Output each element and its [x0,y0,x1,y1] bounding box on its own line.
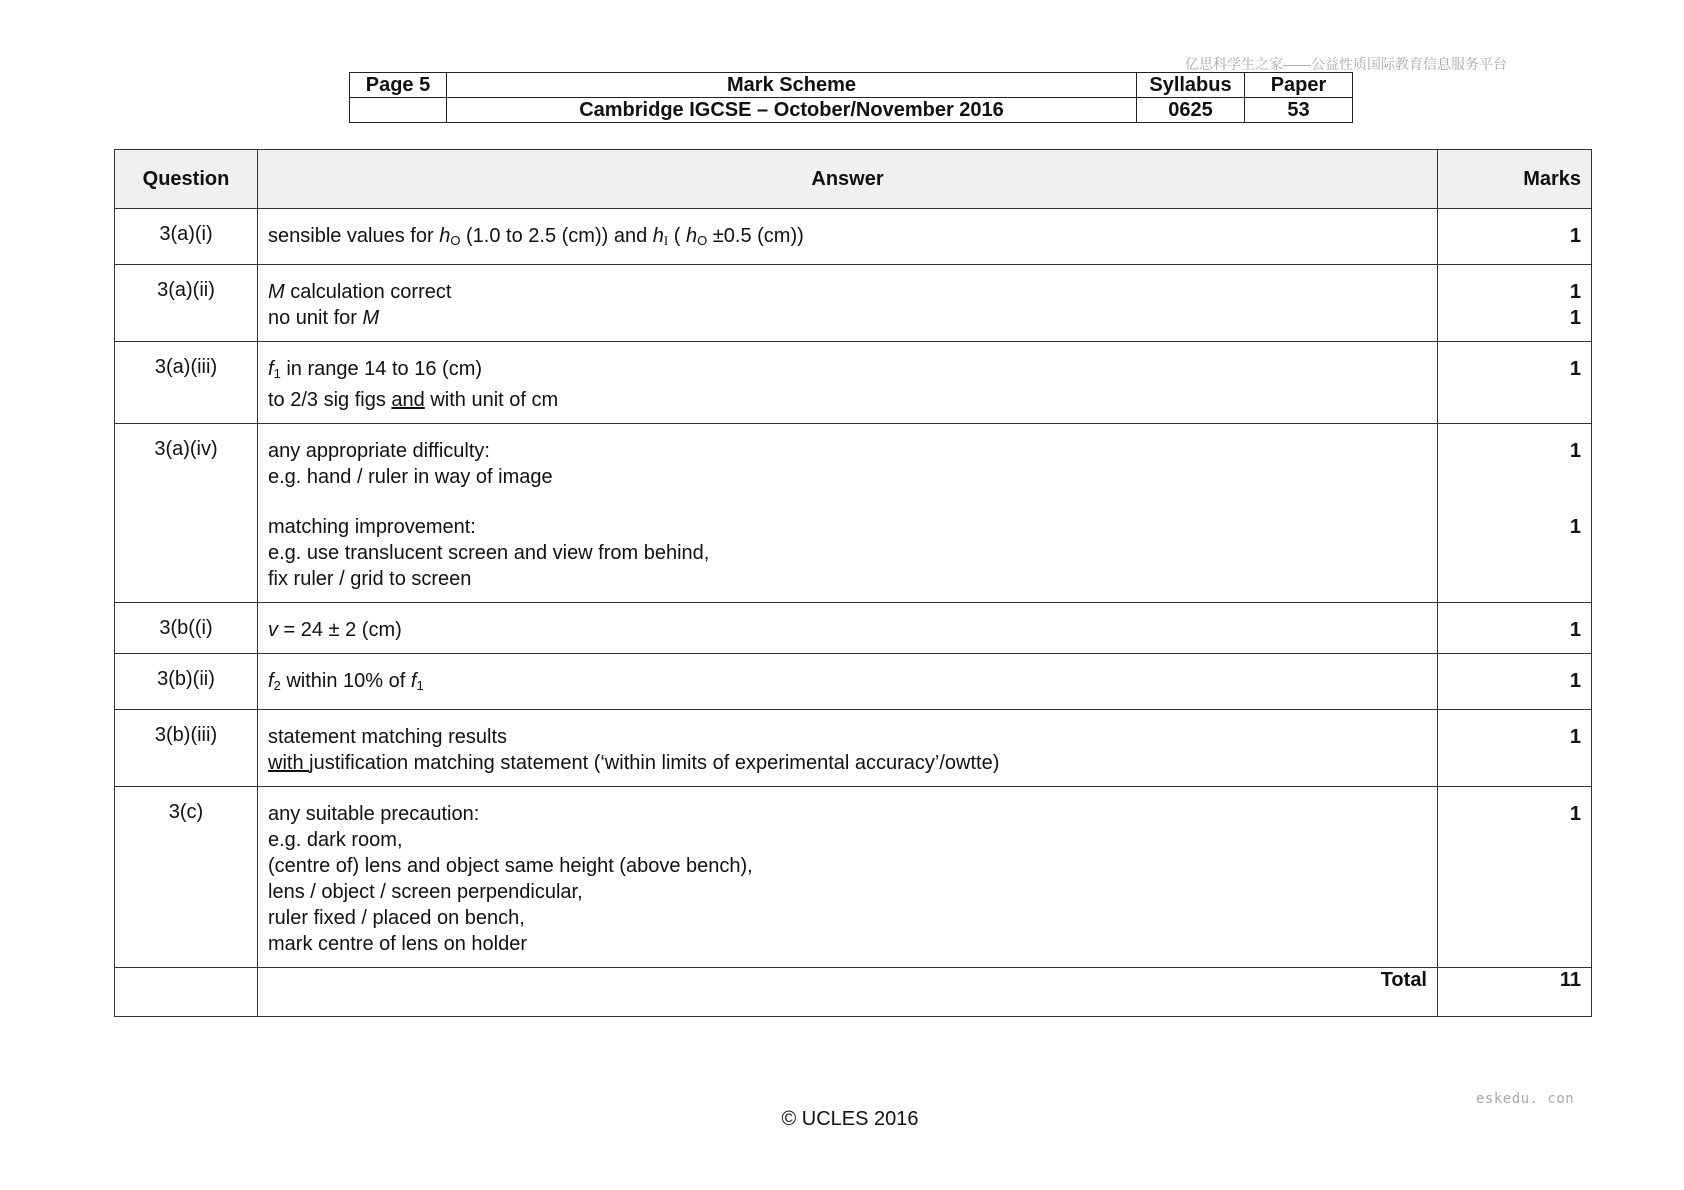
answer-line: e.g. use translucent screen and view from behind, [268,542,710,564]
watermark-bottom: eskedu. con [1476,1091,1575,1107]
answer-line: any suitable precaution: [268,803,480,825]
answer-line: matching improvement: [268,516,476,538]
answer-cell [258,654,1438,710]
table-row [115,265,1592,342]
table-row [115,424,1592,603]
question-id: 3(a)(ii) [115,265,258,342]
marks-header: Marks [1438,150,1592,209]
empty-cell [350,98,447,123]
mark-value: 1 [1569,225,1581,247]
table-row [115,603,1592,654]
answer-text: within 10% of [280,670,411,692]
answer-text: ±0.5 (cm)) [707,225,804,247]
answer-line: any appropriate difficulty: [268,440,490,462]
marks-cell [1438,424,1592,603]
answer-line: fix ruler / grid to screen [268,568,472,590]
var-h: h [439,225,451,247]
total-label: Total [258,968,1438,1017]
var-f: f [268,670,274,692]
mark-value: 1 [1569,440,1581,462]
var-f: f [268,358,274,380]
watermark-top: 亿思科学生之家——公益性质国际教育信息服务平台 [1185,56,1507,72]
answer-cell [258,265,1438,342]
marks-cell [1438,265,1592,342]
marks-cell [1438,787,1592,968]
answer-cell [258,710,1438,787]
mark-value: 1 [1569,726,1581,748]
answer-text: in range 14 to 16 (cm) [280,358,483,380]
answer-line: ruler fixed / placed on bench, [268,907,525,929]
answer-line: mark centre of lens on holder [268,933,528,955]
subscript: O [697,233,708,248]
answer-cell [258,787,1438,968]
var-v: v [268,619,278,641]
table-row [115,787,1592,968]
table-row [115,209,1592,265]
answer-text: to 2/3 sig figs [268,389,392,411]
answer-cell [258,424,1438,603]
answer-text: ( [668,225,686,247]
answer-text: justification matching statement (‘within limits of experimental accuracy’/owtte) [309,752,1000,774]
answer-line: e.g. dark room, [268,829,403,851]
subscript: 1 [273,366,281,381]
answer-text: no unit for [268,307,363,329]
mark-value: 1 [1569,803,1581,825]
mark-value: 1 [1569,358,1581,380]
paper-number: 53 [1245,98,1353,123]
question-id: 3(a)(iii) [115,342,258,424]
header-table [349,72,1353,123]
answer-line: lens / object / screen perpendicular, [268,881,583,903]
total-value: 11 [1438,968,1592,1017]
var-h: h [652,225,664,247]
var-m: M [268,281,285,303]
paper-label: Paper [1245,73,1353,98]
subscript: 2 [273,678,281,693]
question-header: Question [115,150,258,209]
subscript: I [663,233,669,248]
answer-cell [258,603,1438,654]
marks-cell [1438,710,1592,787]
marks-cell [1438,209,1592,265]
question-id: 3(b((i) [115,603,258,654]
table-row [115,710,1592,787]
var-h: h [686,225,698,247]
question-id: 3(b)(ii) [115,654,258,710]
answer-line: statement matching results [268,726,507,748]
syllabus-label: Syllabus [1137,73,1245,98]
mark-value: 1 [1569,516,1581,538]
mark-scheme-table [114,149,1592,1017]
copyright-footer: © UCLES 2016 [781,1108,919,1130]
var-m: M [362,307,380,329]
mark-value: 1 [1569,619,1581,641]
answer-text: with unit of cm [424,389,559,411]
page-number: Page 5 [350,73,447,98]
answer-line: e.g. hand / ruler in way of image [268,466,553,488]
answer-text: = 24 ± 2 (cm) [278,619,402,641]
mark-value: 1 [1569,281,1581,303]
question-id: 3(a)(i) [115,209,258,265]
marks-cell [1438,603,1592,654]
document-subtitle: Cambridge IGCSE – October/November 2016 [447,98,1137,123]
marks-cell [1438,342,1592,424]
table-row [115,342,1592,424]
mark-value: 1 [1569,307,1581,329]
subscript: O [450,233,461,248]
answer-line: (centre of) lens and object same height (above bench), [268,855,753,877]
total-row [115,968,1592,1017]
answer-text: (1.0 to 2.5 (cm)) and [460,225,653,247]
answer-cell [258,342,1438,424]
table-row [115,654,1592,710]
underlined-text: with [268,752,310,774]
answer-cell [258,209,1438,265]
mark-value: 1 [1569,670,1581,692]
table-header-row [115,150,1592,209]
empty-cell [115,968,258,1017]
answer-header: Answer [258,150,1438,209]
question-id: 3(b)(iii) [115,710,258,787]
marks-cell [1438,654,1592,710]
question-id: 3(a)(iv) [115,424,258,603]
var-f: f [410,670,417,692]
document-title: Mark Scheme [447,73,1137,98]
subscript: 1 [416,678,424,693]
syllabus-code: 0625 [1137,98,1245,123]
answer-text: calculation correct [284,281,452,303]
answer-text: sensible values for [268,225,440,247]
underlined-text: and [391,389,425,411]
question-id: 3(c) [115,787,258,968]
